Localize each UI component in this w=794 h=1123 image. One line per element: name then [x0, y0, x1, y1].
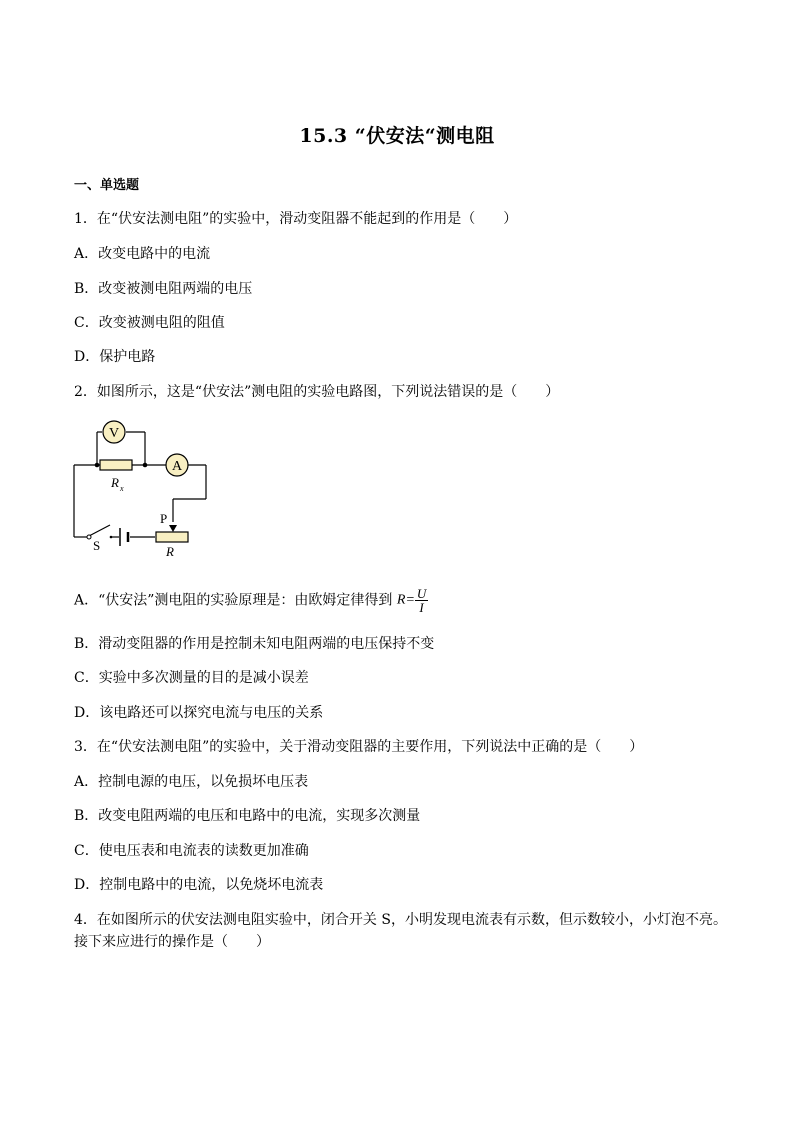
question-2-option-a	[74, 587, 428, 614]
formula-left: R=	[396, 592, 415, 608]
rheostat-label: R	[166, 544, 174, 559]
formula-denominator: I	[419, 600, 424, 615]
question-2-option-c: C．实验中多次测量的目的是减小误差	[74, 670, 309, 686]
question-2-option-d: D．该电路还可以探究电流与电压的关系	[74, 705, 324, 721]
option-a-text: A．“伏安法”测电阻的实验原理是：由欧姆定律得到	[74, 592, 393, 609]
rx-label: R	[111, 475, 119, 490]
formula-numerator: U	[416, 586, 427, 601]
question-3-option-d: D．控制电路中的电流，以免烧坏电流表	[74, 877, 324, 893]
question-2-option-b: B．滑动变阻器的作用是控制未知电阻两端的电压保持不变	[74, 636, 435, 652]
question-3-option-c: C．使电压表和电流表的读数更加准确	[74, 843, 309, 859]
question-4-stem-line-2: 接下来应进行的操作是（ ）	[74, 934, 270, 950]
voltmeter-label: V	[108, 426, 120, 441]
question-1-stem: 1．在“伏安法测电阻”的实验中，滑动变阻器不能起到的作用是（ ）	[74, 211, 518, 227]
question-1-option-c: C．改变被测电阻的阻值	[74, 315, 225, 331]
question-2-stem: 2．如图所示，这是“伏安法”测电阻的实验电路图，下列说法错误的是（ ）	[74, 384, 560, 400]
question-1-option-a: A．改变电路中的电流	[74, 246, 211, 262]
question-1-option-b: B．改变被测电阻两端的电压	[74, 281, 253, 297]
question-3-option-b: B．改变电阻两端的电压和电路中的电流，实现多次测量	[74, 808, 421, 824]
ohm-law-formula	[397, 587, 428, 614]
ammeter-label: A	[171, 459, 183, 474]
question-4-stem-line-1: 4．在如图所示的伏安法测电阻实验中，闭合开关 S，小明发现电流表有示数，但示数较小，小灯泡不亮。	[74, 912, 727, 928]
page-title: 15.3 “伏安法“测电阻	[299, 125, 495, 147]
formula-fraction	[415, 587, 428, 614]
slider-label: P	[160, 511, 168, 526]
question-3-stem: 3．在“伏安法测电阻”的实验中，关于滑动变阻器的主要作用，下列说法中正确的是（ ）	[74, 739, 644, 755]
rx-subscript: x	[120, 484, 124, 493]
circuit-diagram	[68, 415, 218, 560]
section-heading: 一、单选题	[74, 178, 140, 193]
question-1-option-d: D．保护电路	[74, 349, 156, 365]
question-3-option-a: A．控制电源的电压，以免损坏电压表	[74, 774, 309, 790]
switch-label: S	[93, 538, 101, 553]
